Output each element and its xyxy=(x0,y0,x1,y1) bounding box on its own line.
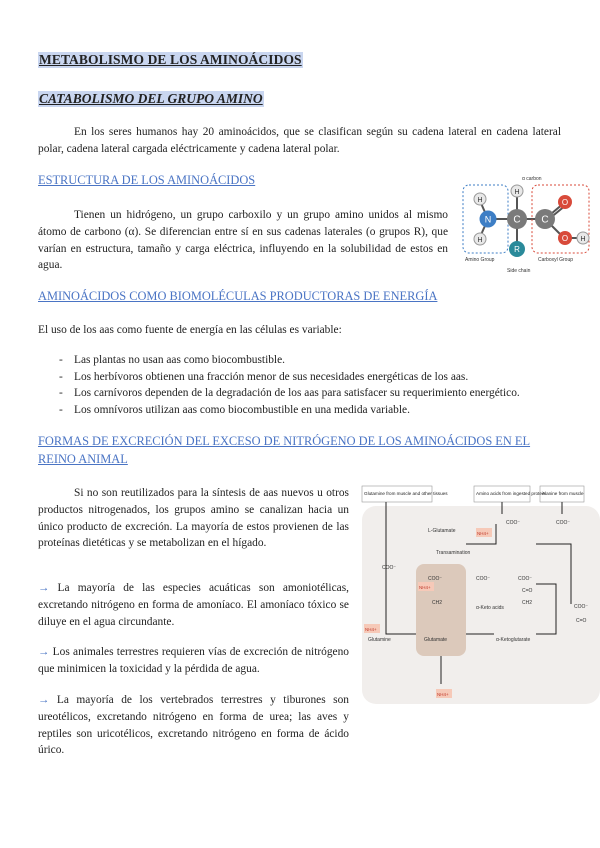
bullet-carnivores: - Los carnívoros dependen de la degradación de los aas para satisfacer su requerimiento energético. xyxy=(38,385,568,402)
arrow-icon: → xyxy=(38,646,50,658)
coo-label-6: COO⁻ xyxy=(518,576,533,582)
coo-label-2: COO⁻ xyxy=(556,520,571,526)
structure-paragraph xyxy=(38,207,448,274)
doc-subtitle: CATABOLISMO DEL GRUPO AMINO xyxy=(39,91,263,106)
atom-label-c1: C xyxy=(513,214,521,226)
atom-label-c2: C xyxy=(541,214,549,226)
ch2-label-1: CH2 xyxy=(432,600,443,606)
excretion-paragraph-4 xyxy=(38,692,349,759)
atom-label-r: R xyxy=(514,245,520,254)
header-glutamine: Glutamine from muscle and other tissues xyxy=(364,491,448,496)
header-amino-acids: Amino acids from ingested protein xyxy=(476,491,546,496)
excretion-paragraph-1 xyxy=(38,485,349,552)
transamination-label: Transamination xyxy=(436,550,471,556)
structure-text: Tienen un hidrógeno, un grupo carboxilo y un grupo amino unidos al mismo átomo de carbono (α). Se diferencian entre sí en sus cadenas laterales (o grupos R), que varían en estructura, tamaño y carga eléctrica, influyendo en la solubilidad de estos en agua. xyxy=(38,209,448,272)
excretion-paragraph-3 xyxy=(38,644,349,678)
excretion-heading xyxy=(38,433,578,468)
header-alanine: Alanine from muscle xyxy=(542,491,584,496)
doc-title: METABOLISMO DE LOS AMINOÁCIDOS xyxy=(39,52,302,67)
excretion-paragraph-2 xyxy=(38,580,349,630)
bullet-herbivores: - Los herbívoros obtienen una fracción menor de sus necesidades energéticas de los aas. xyxy=(38,369,568,386)
bullet-plants: - Las plantas no usan aas como biocombustible. xyxy=(38,352,568,369)
energy-heading: AMINOÁCIDOS COMO BIOMOLÉCULAS PRODUCTORAS DE ENERGÍA xyxy=(38,289,438,303)
intro-text: En los seres humanos hay 20 aminoácidos, que se clasifican según su cadena lateral en cadena lateral polar, cadena lateral cargada eléctricamente y cadena lateral polar. xyxy=(38,126,561,155)
nh4-label-1: NH4+ xyxy=(477,531,489,536)
carboxyl-group-label: Carboxyl Group xyxy=(538,257,574,263)
coo-label-3: COO⁻ xyxy=(382,565,397,571)
arrow-icon: → xyxy=(38,582,50,594)
keto-acids-label: α-Keto acids xyxy=(476,605,504,611)
l-glutamate-label: L-Glutamate xyxy=(428,528,456,534)
bullet-omnivores: - Los omnívoros utilizan aas como biocombustible en una medida variable. xyxy=(38,402,568,419)
coo-label-7: COO⁻ xyxy=(574,604,589,610)
excretion-text-2: La mayoría de las especies acuáticas son amoniotélicas, excretando nitrógeno en forma de amoníaco. El amoníaco tóxico se diluye en el agua circundante. xyxy=(38,582,349,628)
ch2-label-2: CH2 xyxy=(522,600,533,606)
ketoglutarate-label: α-Ketoglutarate xyxy=(496,637,531,643)
atom-label-h3: H xyxy=(514,189,520,196)
atom-label-n: N xyxy=(484,214,492,225)
alpha-carbon-label: α carbon xyxy=(522,176,542,182)
structure-heading: ESTRUCTURA DE LOS AMINOÁCIDOS xyxy=(38,173,256,187)
excretion-heading-line1: FORMAS DE EXCRECIÓN DEL EXCESO DE NITRÓGENO DE LOS AMINOÁCIDOS EN EL xyxy=(38,434,531,448)
nh4-label-4: NH4+ xyxy=(437,692,449,697)
nh4-label-2: NH4+ xyxy=(419,585,431,590)
energy-bullet-list xyxy=(38,352,568,418)
atom-label-h2: H xyxy=(477,237,483,244)
glutamate-label: Glutamate xyxy=(424,637,448,643)
atom-label-h4: H xyxy=(580,236,586,243)
excretion-text-3: Los animales terrestres requieren vías de excreción de nitrógeno que minimicen la toxicidad y la pérdida de agua. xyxy=(38,646,349,675)
coo-label-5: COO⁻ xyxy=(476,576,491,582)
nitrogen-pathway-diagram xyxy=(356,484,600,716)
co-label-1: C=O xyxy=(522,588,533,594)
excretion-text-4: La mayoría de los vertebrados terrestres y tiburones son ureotélicos, excretando nitrógeno en forma de urea; las aves y reptiles son uricotélicos, excretando nitrógeno en forma de ácido úrico. xyxy=(38,694,349,757)
nh4-label-3: NH4+ xyxy=(365,627,377,632)
atom-label-o1: O xyxy=(561,198,569,207)
coo-label-4: COO⁻ xyxy=(428,576,443,582)
co-label-2: C=O xyxy=(576,618,587,624)
side-chain-label: Side chain xyxy=(507,268,531,274)
arrow-icon: → xyxy=(38,694,50,706)
glutamine-label: Glutamine xyxy=(368,637,391,643)
coo-label-1: COO⁻ xyxy=(506,520,521,526)
atom-label-o2: O xyxy=(561,234,569,243)
atom-label-h1: H xyxy=(477,197,483,204)
excretion-heading-line2: REINO ANIMAL xyxy=(38,451,128,466)
amino-group-label: Amino Group xyxy=(465,257,495,263)
energy-lead: El uso de los aas como fuente de energía en las células es variable: xyxy=(38,324,342,336)
intro-paragraph xyxy=(38,124,561,158)
amino-acid-structure-figure xyxy=(460,173,592,275)
excretion-text-1: Si no son reutilizados para la síntesis de aas nuevos u otros productos nitrogenados, los grupos amino se canalizan hacia un único producto de excreción. La mayoría de estos provienen de las proteínas dietéticas y se metabolizan en el hígado. xyxy=(38,487,349,550)
